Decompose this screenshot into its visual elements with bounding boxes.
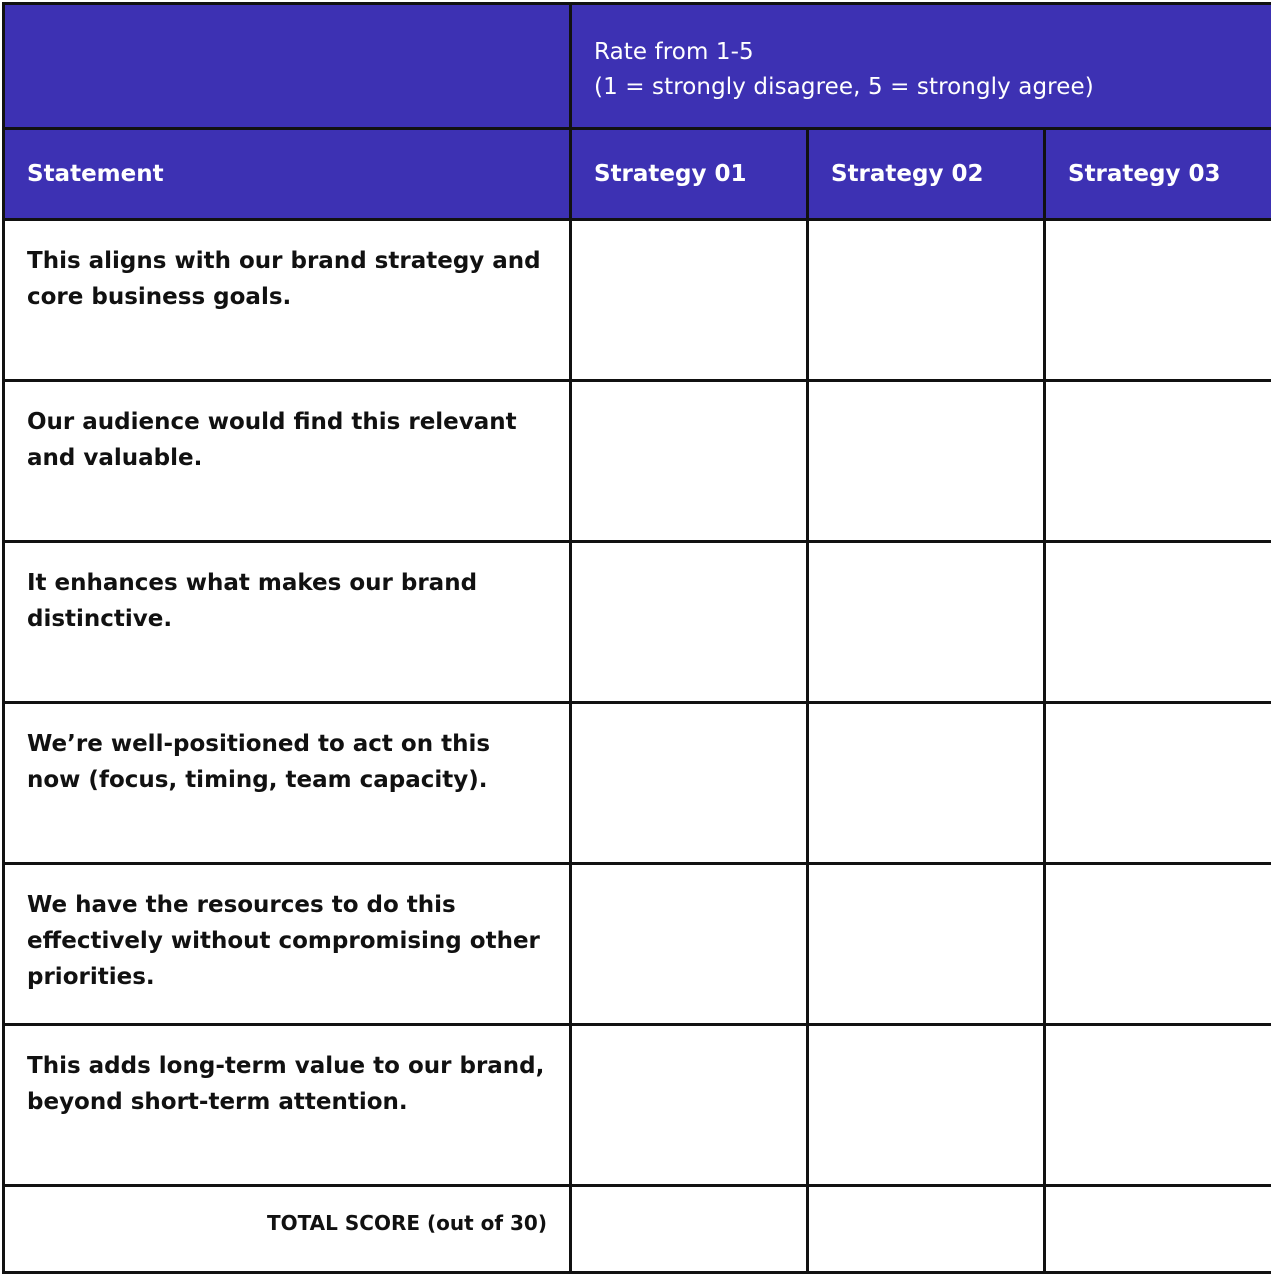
score-cell-strategy-03[interactable] — [1046, 221, 1271, 379]
column-header-strategy-03: Strategy 03 — [1046, 130, 1271, 218]
rating-scale-legend: (1 = strongly disagree, 5 = strongly agree) — [594, 74, 1094, 100]
score-cell-strategy-03[interactable] — [1046, 865, 1271, 1023]
strategy-rating-table — [2, 2, 1271, 1274]
total-score-label: TOTAL SCORE (out of 30) — [5, 1187, 569, 1271]
score-cell-strategy-03[interactable] — [1046, 704, 1271, 862]
column-header-statement: Statement — [5, 130, 569, 218]
score-cell-strategy-02[interactable] — [809, 543, 1043, 701]
score-cell-strategy-01[interactable] — [572, 543, 806, 701]
statement-cell: This aligns with our brand strategy and core business goals. — [5, 221, 569, 379]
total-score-strategy-02[interactable] — [809, 1187, 1043, 1271]
statement-cell: It enhances what makes our brand distinctive. — [5, 543, 569, 701]
score-cell-strategy-03[interactable] — [1046, 1026, 1271, 1184]
statement-cell: We’re well-positioned to act on this now (focus, timing, team capacity). — [5, 704, 569, 862]
total-score-strategy-01[interactable] — [572, 1187, 806, 1271]
score-cell-strategy-01[interactable] — [572, 1026, 806, 1184]
score-cell-strategy-01[interactable] — [572, 382, 806, 540]
score-cell-strategy-02[interactable] — [809, 704, 1043, 862]
score-cell-strategy-02[interactable] — [809, 221, 1043, 379]
score-cell-strategy-02[interactable] — [809, 865, 1043, 1023]
score-cell-strategy-01[interactable] — [572, 865, 806, 1023]
total-score-strategy-03[interactable] — [1046, 1187, 1271, 1271]
score-cell-strategy-03[interactable] — [1046, 543, 1271, 701]
statement-cell: We have the resources to do this effectively without compromising other priorities. — [5, 865, 569, 1023]
statement-cell: Our audience would find this relevant and valuable. — [5, 382, 569, 540]
rating-scale-header — [572, 5, 1271, 127]
score-cell-strategy-02[interactable] — [809, 1026, 1043, 1184]
score-cell-strategy-02[interactable] — [809, 382, 1043, 540]
column-header-strategy-01: Strategy 01 — [572, 130, 806, 218]
score-cell-strategy-01[interactable] — [572, 221, 806, 379]
score-cell-strategy-03[interactable] — [1046, 382, 1271, 540]
rating-scale-title: Rate from 1-5 — [594, 39, 754, 65]
score-cell-strategy-01[interactable] — [572, 704, 806, 862]
header-corner-cell — [5, 5, 569, 127]
statement-cell: This adds long-term value to our brand, beyond short-term attention. — [5, 1026, 569, 1184]
column-header-strategy-02: Strategy 02 — [809, 130, 1043, 218]
